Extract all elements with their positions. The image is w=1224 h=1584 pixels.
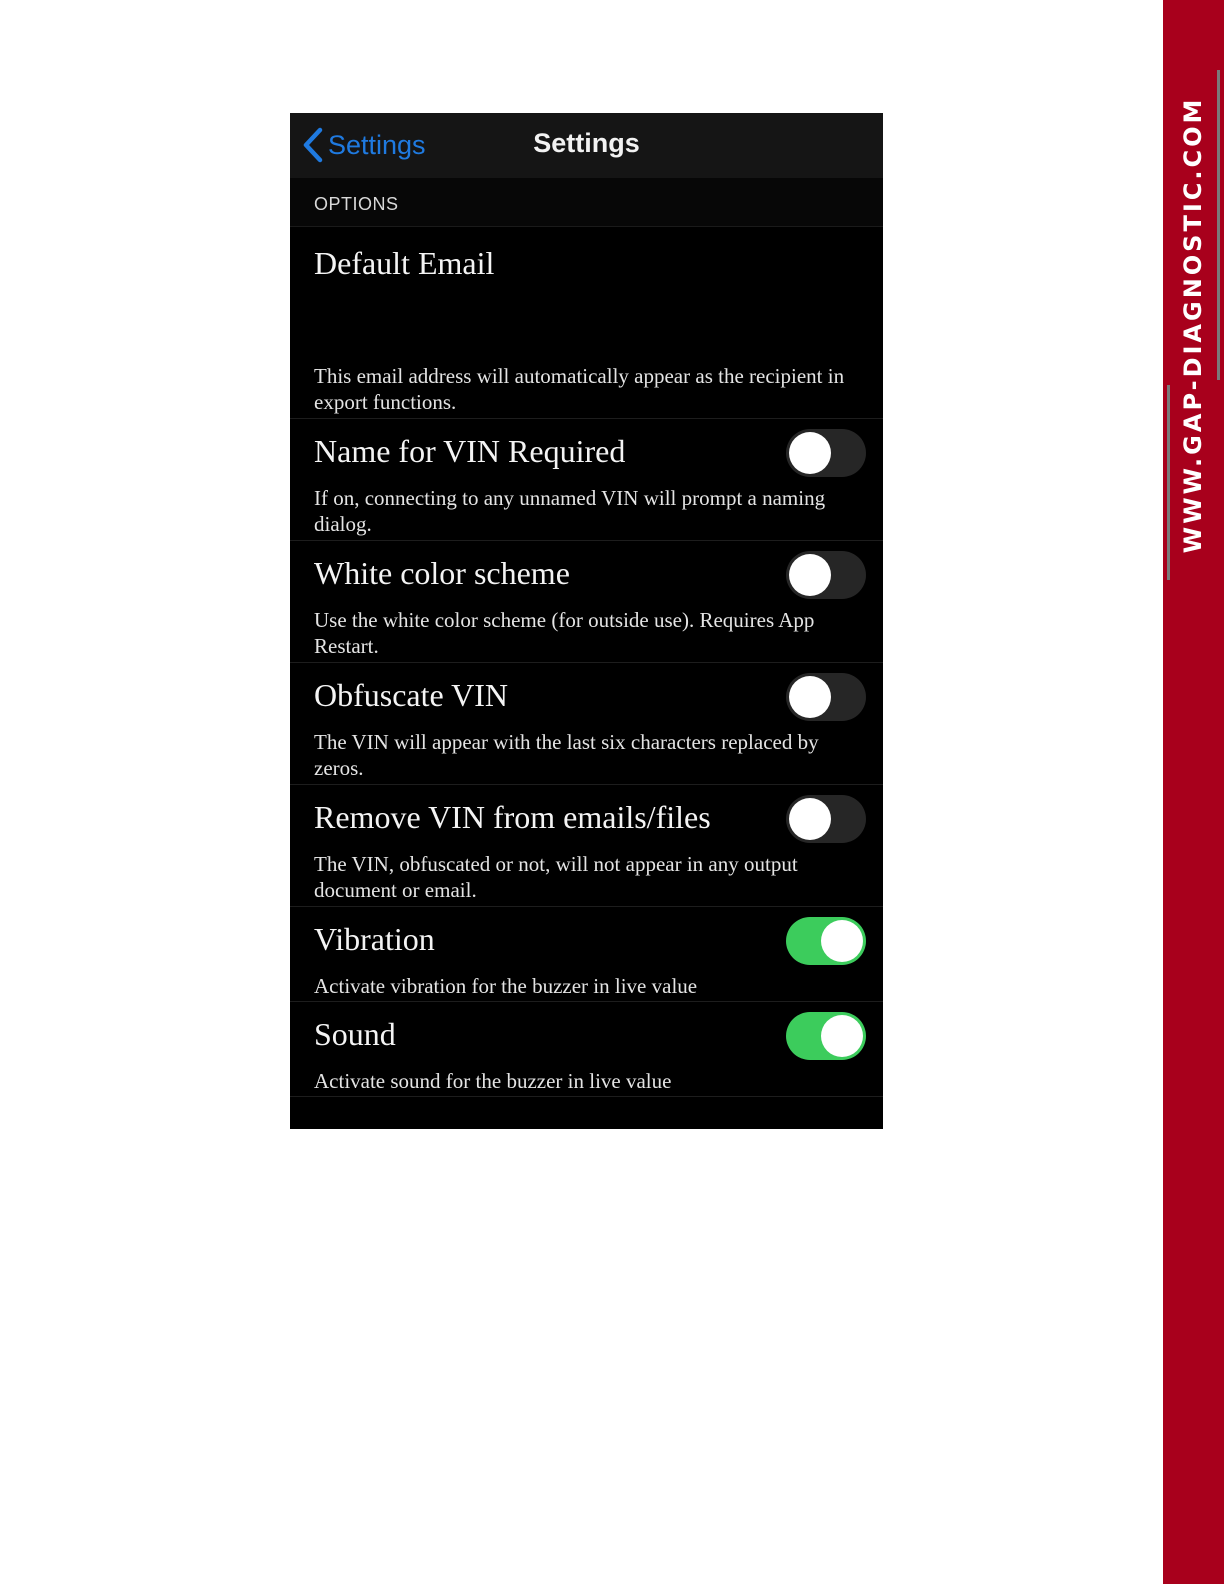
setting-row-vibration (290, 907, 883, 1002)
default-email-description: This email address will automatically appear as the recipient in export functions. (314, 364, 845, 414)
vibration-toggle[interactable] (786, 917, 866, 965)
setting-description: Activate vibration for the buzzer in live value (314, 974, 698, 998)
navigation-bar (290, 113, 883, 178)
settings-screen (290, 113, 883, 1129)
page-title: Settings (533, 128, 640, 158)
setting-title: Remove VIN from emails/files (314, 799, 711, 835)
toggle-knob (789, 676, 831, 718)
setting-row-obfuscate-vin (290, 663, 883, 785)
brand-website-text: WWW.GAP-DIAGNOSTIC.COM (1179, 96, 1207, 554)
obfuscate-vin-toggle[interactable] (786, 673, 866, 721)
toggle-knob (789, 432, 831, 474)
setting-description: Activate sound for the buzzer in live value (314, 1069, 672, 1093)
setting-description: Use the white color scheme (for outside use). Requires App Restart. (314, 608, 815, 658)
name-for-vin-required-toggle[interactable] (786, 429, 866, 477)
default-email-row[interactable] (290, 227, 883, 419)
setting-title: Vibration (314, 921, 435, 957)
toggle-knob (789, 798, 831, 840)
setting-row-white-color-scheme (290, 541, 883, 663)
sound-toggle[interactable] (786, 1012, 866, 1060)
setting-title: Sound (314, 1016, 396, 1052)
setting-description: The VIN, obfuscated or not, will not appear in any output document or email. (314, 852, 798, 902)
default-email-title: Default Email (314, 245, 495, 281)
setting-description: If on, connecting to any unnamed VIN will prompt a naming dialog. (314, 486, 826, 536)
setting-title: Obfuscate VIN (314, 677, 509, 713)
white-color-scheme-toggle[interactable] (786, 551, 866, 599)
setting-title: Name for VIN Required (314, 433, 626, 469)
back-button-label: Settings (328, 129, 426, 160)
setting-row-remove-vin (290, 785, 883, 907)
setting-description: The VIN will appear with the last six characters replaced by zeros. (314, 730, 819, 780)
section-header-options: OPTIONS (290, 178, 883, 227)
setting-row-name-for-vin-required (290, 419, 883, 541)
toggle-knob (821, 920, 863, 962)
toggle-knob (821, 1015, 863, 1057)
setting-title: White color scheme (314, 555, 570, 591)
setting-row-sound (290, 1002, 883, 1097)
remove-vin-toggle[interactable] (786, 795, 866, 843)
brand-accent-line (1217, 70, 1220, 380)
brand-accent-line (1167, 385, 1170, 580)
toggle-knob (789, 554, 831, 596)
